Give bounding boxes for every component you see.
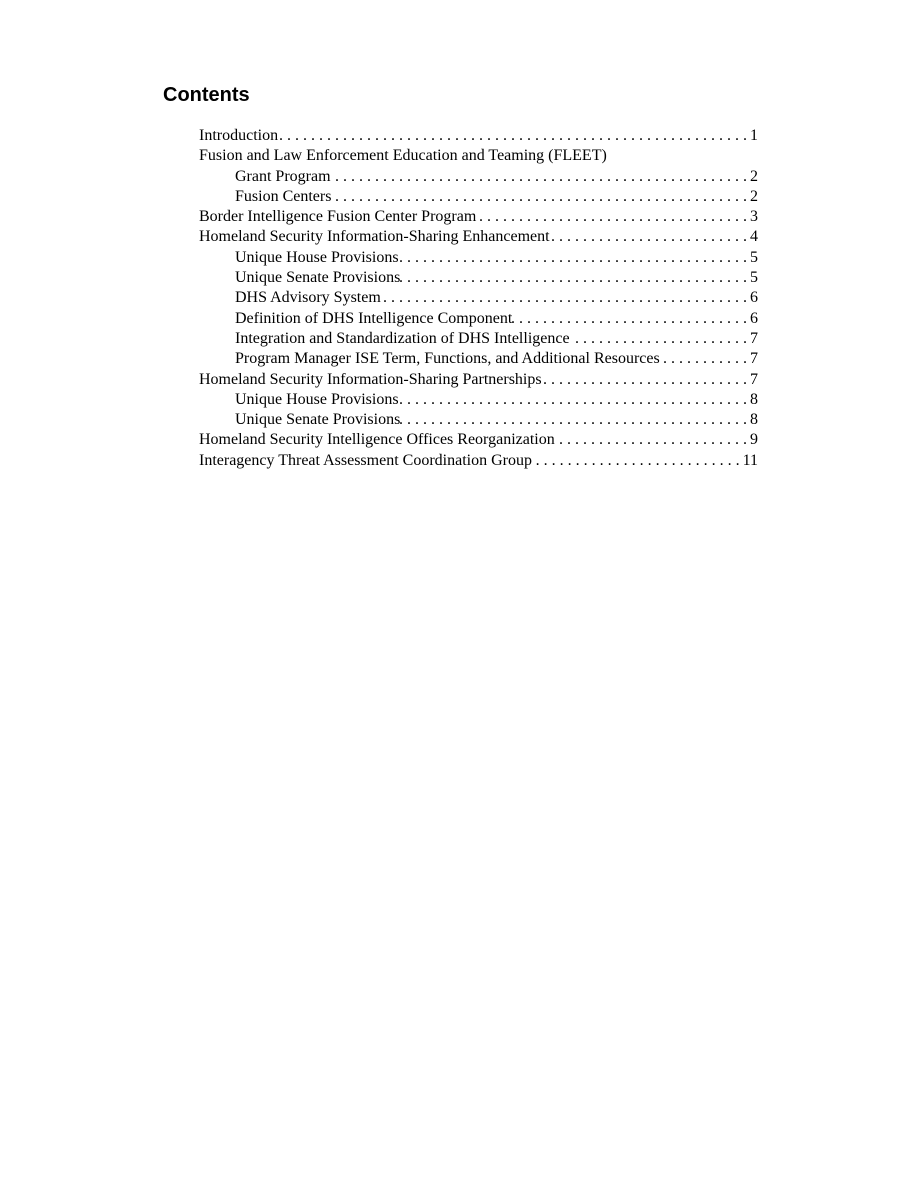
toc-entry-label: Fusion Centers — [235, 187, 332, 205]
dot-leader — [660, 349, 750, 369]
toc-entry-label: Homeland Security Information-Sharing Partnerships — [199, 370, 542, 388]
toc-entry[interactable] — [199, 187, 758, 207]
toc-entry-label: DHS Advisory System — [235, 289, 381, 307]
dot-leader — [512, 309, 750, 329]
toc-entry-label: Integration and Standardization of DHS Intelligence — [235, 329, 570, 347]
toc-entry[interactable] — [199, 167, 758, 187]
toc-page-number: 7 — [750, 329, 758, 347]
toc-entry-label: Homeland Security Intelligence Offices Reorganization — [199, 431, 555, 449]
toc-page-number: 11 — [742, 451, 758, 469]
toc-page-number: 6 — [750, 289, 758, 307]
toc-entry[interactable] — [199, 430, 758, 450]
toc-entry[interactable] — [199, 146, 758, 166]
toc-page-number: 1 — [750, 127, 758, 144]
toc-entry[interactable] — [199, 248, 758, 268]
toc-entry-label: Border Intelligence Fusion Center Program — [199, 208, 477, 226]
toc-page-number: 8 — [750, 390, 758, 408]
toc-entry-label: Unique House Provisions — [235, 390, 399, 408]
dot-leader — [532, 451, 743, 471]
dot-leader — [555, 430, 750, 450]
toc-entry-label: Program Manager ISE Term, Functions, and Additional Resources — [235, 350, 660, 368]
toc-page-number: 2 — [750, 167, 758, 185]
toc-entry[interactable] — [199, 268, 758, 288]
toc-entry-label: Unique House Provisions — [235, 248, 399, 266]
contents-heading: Contents — [163, 84, 250, 106]
toc-entry[interactable] — [199, 451, 758, 471]
toc-page-number: 7 — [750, 350, 758, 368]
toc-page-number: 5 — [750, 269, 758, 287]
toc-entry[interactable] — [199, 288, 758, 308]
toc-page-number: 3 — [750, 208, 758, 226]
toc-entry[interactable] — [199, 126, 758, 146]
dot-leader — [400, 268, 750, 288]
toc-entry[interactable] — [199, 329, 758, 349]
dot-leader — [381, 288, 750, 308]
dot-leader — [399, 390, 750, 410]
dot-leader — [570, 329, 750, 349]
toc-page-number: 7 — [750, 370, 758, 388]
toc-entry[interactable] — [199, 370, 758, 390]
toc-page-number: 5 — [750, 248, 758, 266]
toc-entry[interactable] — [199, 227, 758, 247]
toc-entry[interactable] — [199, 309, 758, 329]
dot-leader — [331, 167, 750, 187]
dot-leader — [399, 248, 750, 268]
toc-page-number: 4 — [750, 228, 758, 246]
dot-leader — [400, 410, 750, 430]
toc-entry-label: Fusion and Law Enforcement Education and Teaming (FLEET) — [199, 147, 607, 165]
toc-page-number: 8 — [750, 411, 758, 429]
dot-leader — [476, 207, 750, 227]
dot-leader — [542, 370, 750, 390]
toc-page-number: 6 — [750, 309, 758, 327]
toc-page-number: 9 — [750, 431, 758, 449]
toc-entry-label: Interagency Threat Assessment Coordination Group — [199, 451, 532, 469]
toc-entry-label: Homeland Security Information-Sharing Enhancement — [199, 228, 550, 246]
toc-entry-label: Introduction — [199, 127, 279, 144]
toc-entry[interactable] — [199, 390, 758, 410]
toc-entry-label: Definition of DHS Intelligence Component — [235, 309, 513, 327]
table-of-contents — [199, 126, 758, 471]
toc-entry[interactable] — [199, 349, 758, 369]
toc-entry[interactable] — [199, 207, 758, 227]
toc-entry-label: Unique Senate Provisions — [235, 411, 401, 429]
toc-entry-label: Unique Senate Provisions — [235, 269, 401, 287]
dot-leader — [331, 187, 750, 207]
dot-leader — [550, 227, 750, 247]
toc-page-number: 2 — [750, 187, 758, 205]
toc-entry[interactable] — [199, 410, 758, 430]
dot-leader — [278, 126, 750, 146]
toc-entry-label: Grant Program — [235, 167, 331, 185]
